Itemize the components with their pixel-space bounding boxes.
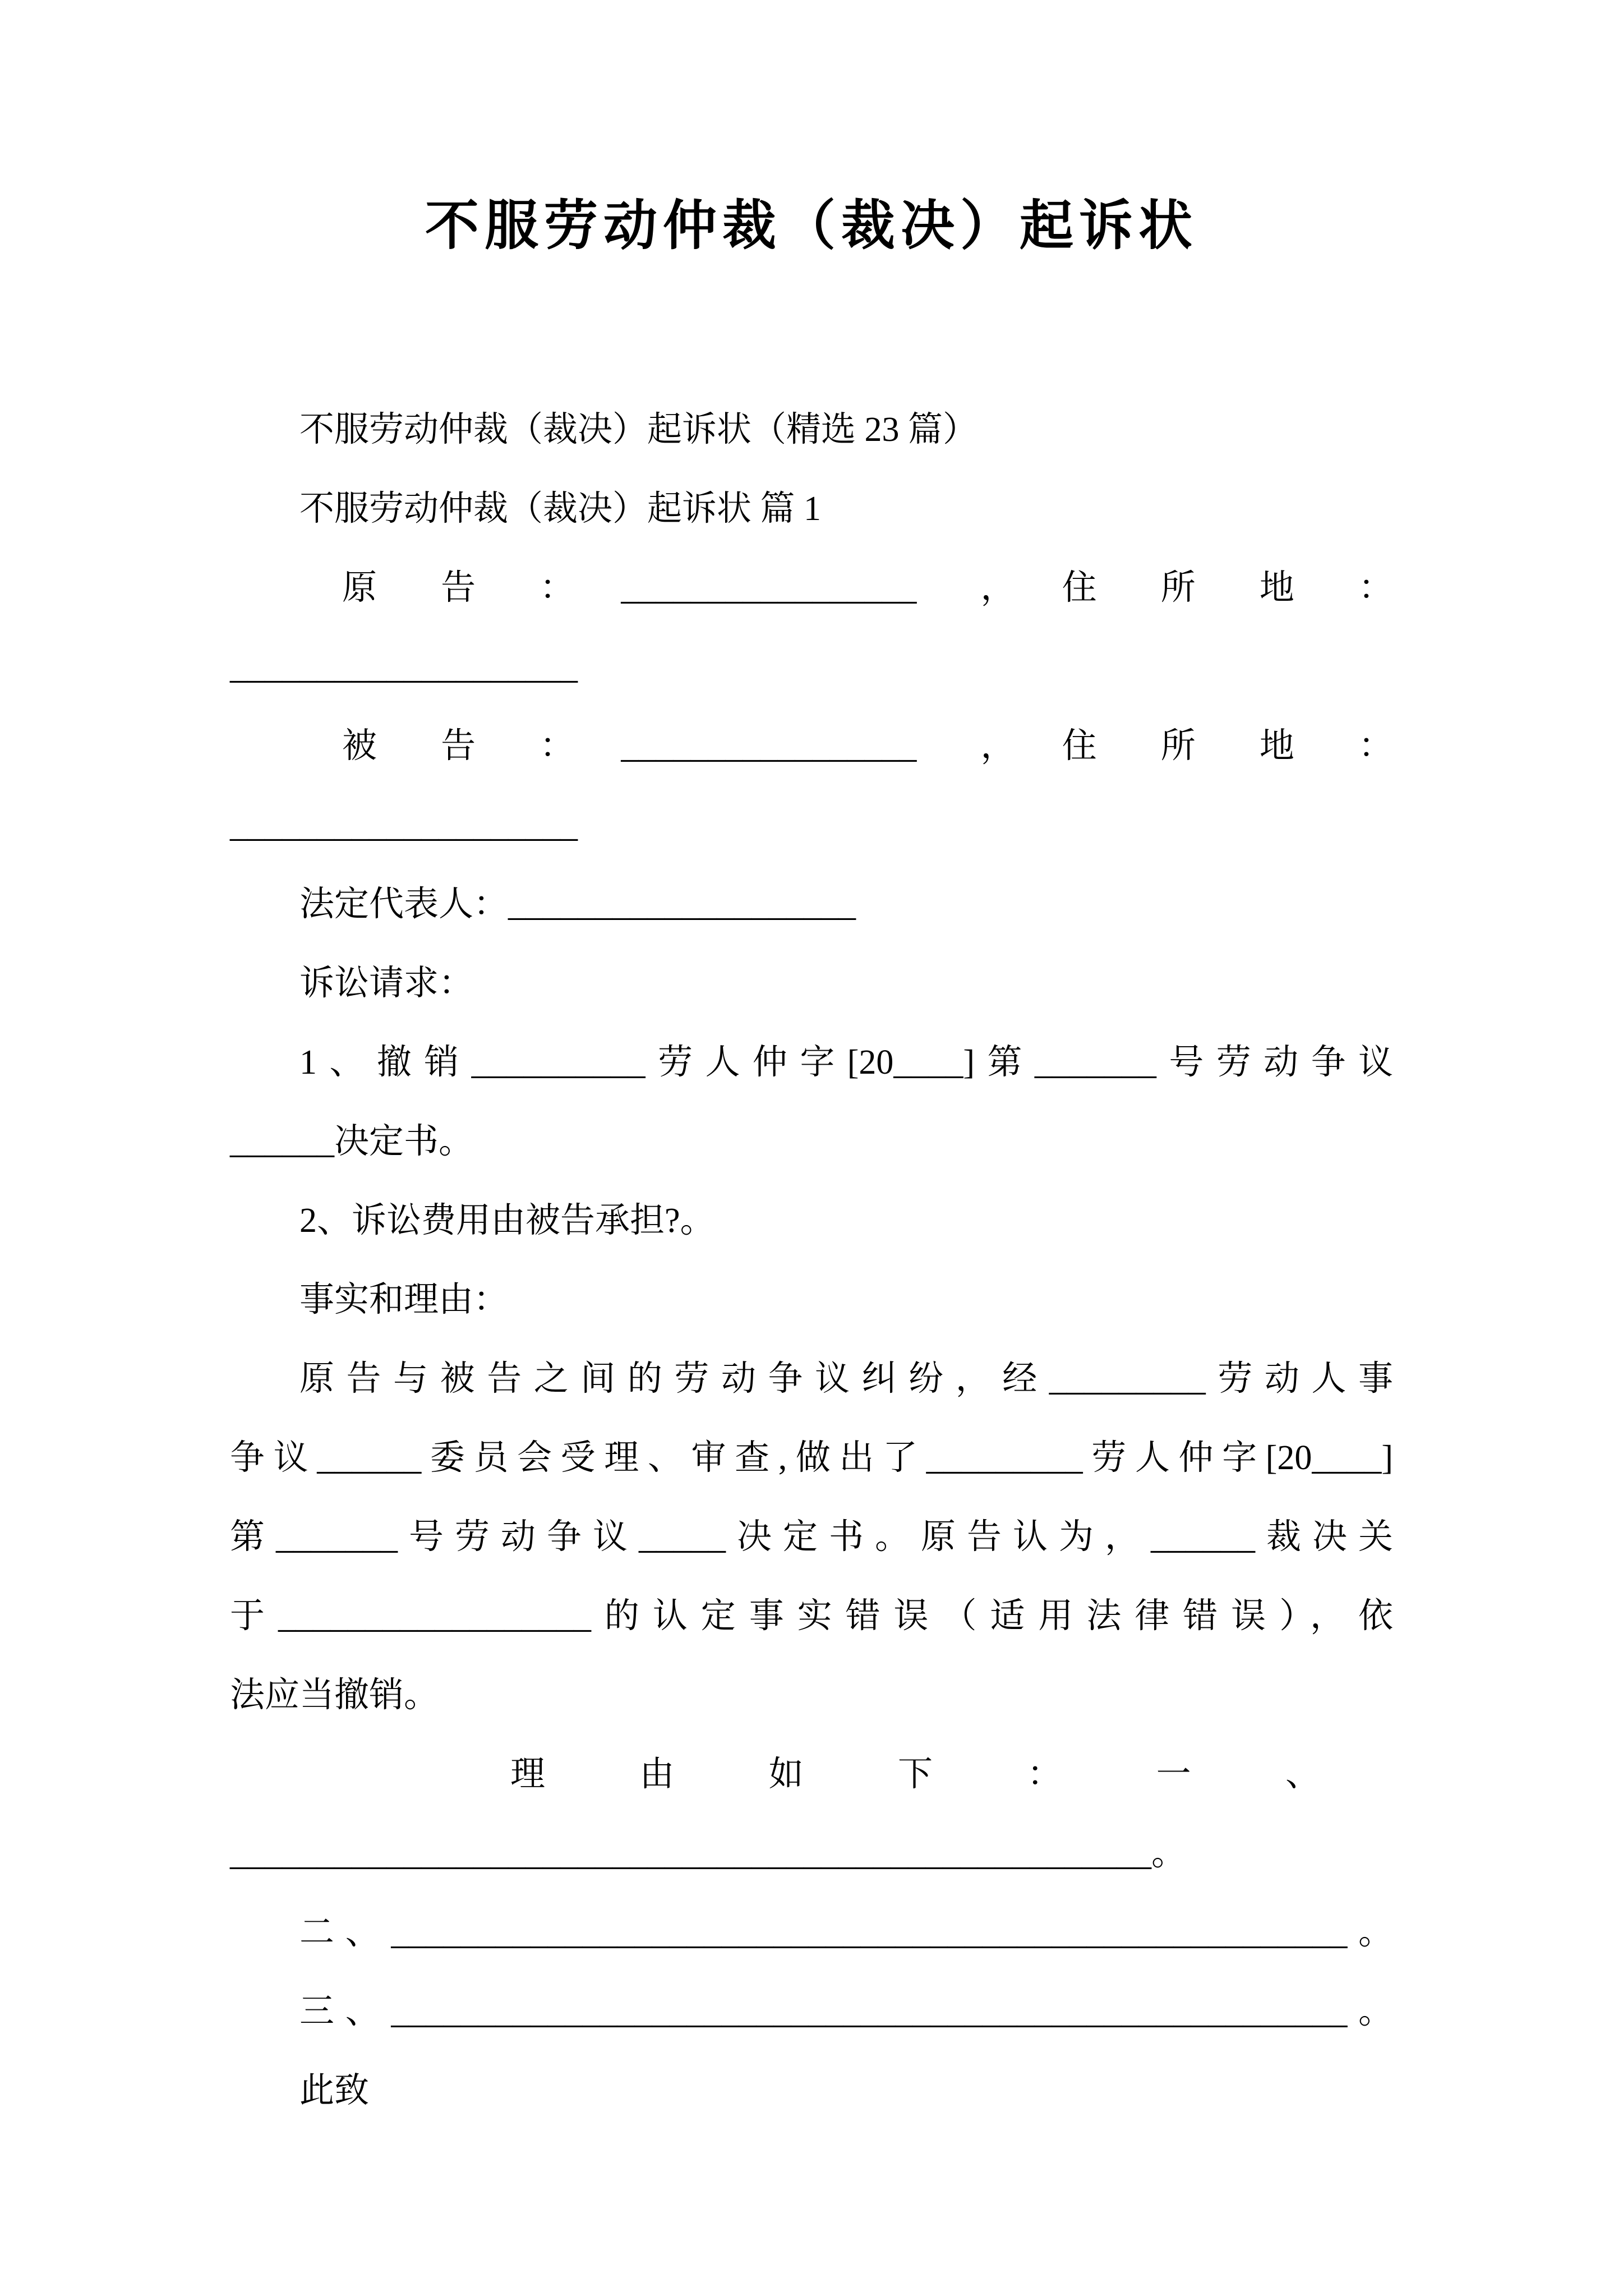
text-line: 原告与被告之间的劳动争议纠纷，经_________劳动人事: [299, 1359, 1393, 1398]
text-line: ____________________: [230, 806, 578, 844]
text-line: 法定代表人：____________________: [299, 885, 856, 923]
text-line: 理由如下：一、: [510, 1755, 1320, 1793]
text-line: 于__________________的认定事实错误（适用法律错误），依: [230, 1596, 1393, 1635]
document-title: 不服劳动仲裁（裁决）起诉状: [425, 196, 1198, 256]
text-line: ____________________: [230, 647, 578, 686]
text-line: 诉讼请求：: [299, 964, 474, 1002]
text-line: 二、_______________________________________________________。: [299, 1913, 1394, 1952]
text-line: _____________________________________________________。: [230, 1834, 1186, 1872]
text-line: 被 告 ： _________________ ， 住 所 地 ：: [342, 726, 1393, 765]
text-line: 法应当撤销。: [230, 1676, 439, 1714]
text-line: 不服劳动仲裁（裁决）起诉状 篇 1: [299, 489, 822, 528]
text-line: 2、诉讼费用由被告承担?。: [299, 1201, 715, 1240]
text-line: 事实和理由：: [299, 1280, 509, 1319]
text-line: 原 告 ： _________________ ， 住 所 地 ：: [342, 568, 1393, 607]
document-body: [0, 390, 1623, 2131]
text-line: 争议______委员会受理、审查,做出了_________劳人仲字[20____]: [230, 1438, 1393, 1477]
text-line: 1、撤销__________劳人仲字[20____]第_______号劳动争议: [299, 1043, 1393, 1082]
text-line: 此致: [299, 2071, 370, 2110]
text-line: 第_______号劳动争议_____决定书。原告认为，______裁决关: [230, 1517, 1393, 1556]
text-line: 不服劳动仲裁（裁决）起诉状（精选 23 篇）: [299, 410, 978, 449]
text-line: 三、_______________________________________________________。: [299, 1992, 1394, 2031]
text-line: ______决定书。: [230, 1122, 474, 1161]
